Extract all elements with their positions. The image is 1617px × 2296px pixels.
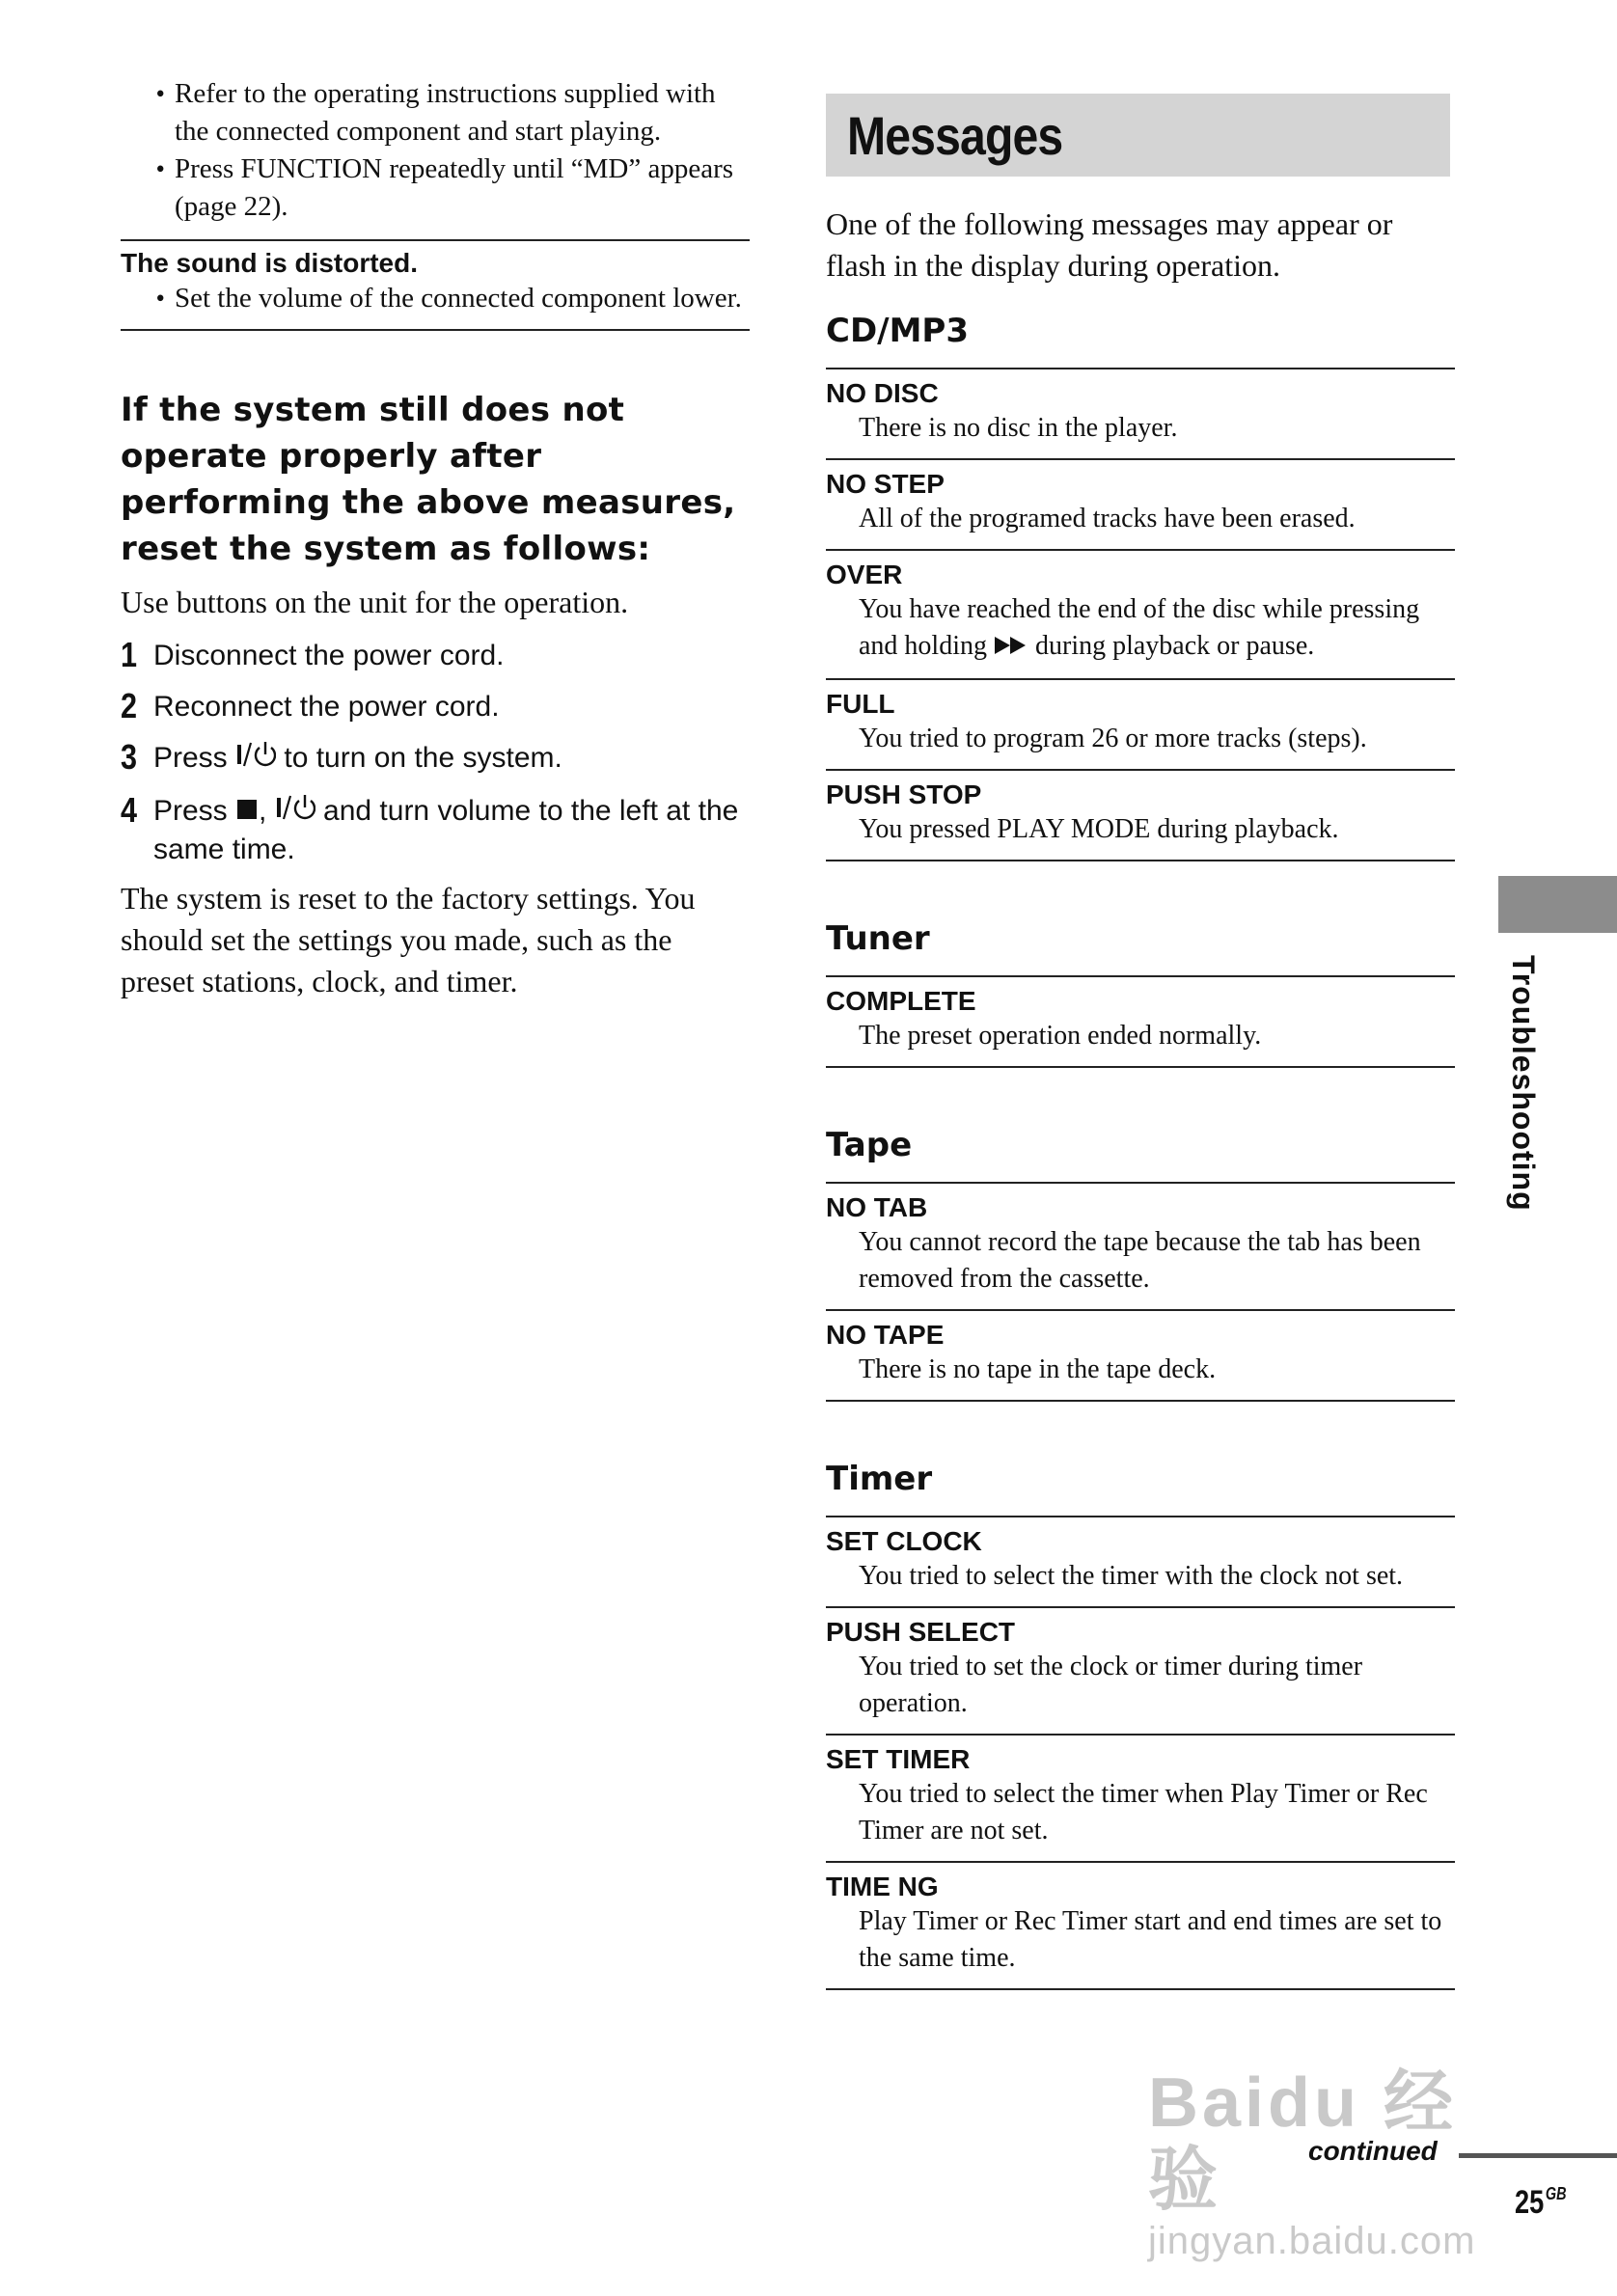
step-text-pre: Press <box>153 742 236 774</box>
step-number: 3 <box>121 737 138 777</box>
message-desc: There is no disc in the player. <box>859 413 1178 443</box>
step-text-post: and turn volume to the left at the same time. <box>153 795 739 866</box>
section-title: Tape <box>826 1125 913 1164</box>
message-desc: All of the programed tracks have been erased. <box>859 504 1356 533</box>
message-entry <box>826 678 1455 769</box>
step-number: 2 <box>121 686 138 725</box>
message-desc: The preset operation ended normally. <box>859 1020 1262 1051</box>
bullet-text: Press FUNCTION repeatedly until “MD” appears (page 22). <box>175 153 734 222</box>
bullet-item <box>121 150 750 226</box>
message-entry <box>826 975 1455 1068</box>
message-desc: You tried to select the timer when Play Timer or Rec Timer are not set. <box>859 1778 1428 1845</box>
step-number: 1 <box>121 635 138 674</box>
reset-intro: Use buttons on the unit for the operation. <box>121 585 629 619</box>
step-text-mid: , <box>259 795 275 828</box>
message-desc: There is no tape in the tape deck. <box>859 1353 1217 1384</box>
step-text-pre: Press <box>153 795 236 828</box>
section-tape <box>826 1126 1455 1402</box>
page-number <box>1515 2184 1566 2222</box>
section-title: Timer <box>826 1459 933 1498</box>
right-column <box>826 94 1455 1990</box>
messages-intro: One of the following messages may appear or flash in the display during operation. <box>826 206 1393 283</box>
message-entry <box>826 1182 1455 1309</box>
bullet-item <box>121 75 750 150</box>
continued-label: continued <box>1308 2136 1438 2166</box>
message-term: SET CLOCK <box>826 1525 982 1556</box>
section-title: Tuner <box>826 918 930 958</box>
message-desc: You tried to set the clock or timer during timer operation. <box>859 1651 1363 1718</box>
step-text: Disconnect the power cord. <box>153 640 505 671</box>
stop-icon <box>235 794 259 831</box>
step-number: 4 <box>121 790 138 831</box>
step-text-post: to turn on the system. <box>276 742 562 774</box>
section-timer <box>826 1460 1455 1990</box>
message-desc: You pressed PLAY MODE during playback. <box>859 813 1339 844</box>
fast-forward-icon <box>994 630 1028 667</box>
power-standby-icon <box>275 793 315 832</box>
message-desc <box>826 591 1455 667</box>
power-standby-icon <box>235 740 276 779</box>
bullet-dot: • <box>155 284 165 313</box>
left-column <box>121 75 750 1002</box>
divider <box>121 329 750 331</box>
message-term: NO DISC <box>826 378 939 408</box>
message-term: OVER <box>826 560 903 589</box>
message-entry <box>826 368 1455 458</box>
bullet-text: Refer to the operating instructions supplied with the connected component and start playing. <box>175 78 716 147</box>
message-entry <box>826 549 1455 678</box>
chapter-tab <box>1498 876 1617 933</box>
reset-heading: If the system still does not operate properly after performing the above measures, reset the system as follows: <box>121 391 736 568</box>
message-term: COMPLETE <box>826 985 976 1016</box>
step-item <box>121 635 750 674</box>
message-term: TIME NG <box>826 1871 939 1901</box>
reset-closing: The system is reset to the factory settings. You should set the settings you made, such as the preset stations, clock, and timer. <box>121 881 696 999</box>
message-term: NO TAPE <box>826 1319 945 1350</box>
message-term: NO STEP <box>826 469 945 499</box>
message-entry <box>826 769 1455 861</box>
bullet-dot: • <box>155 154 165 183</box>
step-text <box>153 740 750 779</box>
section-tuner <box>826 919 1455 1068</box>
watermark-url: jingyan.baidu.com <box>1148 2220 1476 2262</box>
chapter-label: Troubleshooting <box>1506 955 1541 1212</box>
section-title: CD/MP3 <box>826 312 970 350</box>
message-desc: Play Timer or Rec Timer start and end times are set to the same time. <box>859 1905 1442 1973</box>
message-desc-post: during playback or pause. <box>1028 631 1315 661</box>
step-item <box>121 737 750 779</box>
message-desc-pre: You have reached the end of the disc while pressing and holding <box>859 594 1420 661</box>
step-text <box>153 793 750 868</box>
message-term: PUSH STOP <box>826 779 982 809</box>
page-number-suffix: GB <box>1545 2184 1567 2203</box>
step-item <box>121 790 750 868</box>
message-term: PUSH SELECT <box>826 1616 1016 1647</box>
messages-title: Messages <box>847 104 1063 166</box>
message-entry <box>826 1734 1455 1861</box>
watermark-brand: Baidu 经验 <box>1148 2064 1458 2219</box>
issue-heading: The sound is distorted. <box>121 248 419 278</box>
message-entry <box>826 1861 1455 1990</box>
bullet-text: Set the volume of the connected component lower. <box>175 283 742 314</box>
continued-rule <box>1459 2153 1617 2158</box>
message-entry <box>826 1606 1455 1734</box>
message-entry <box>826 458 1455 549</box>
message-desc: You cannot record the tape because the tab has been removed from the cassette. <box>859 1226 1421 1294</box>
bullet-item <box>121 280 750 317</box>
divider <box>121 239 750 241</box>
message-term: NO TAB <box>826 1191 928 1222</box>
message-term: FULL <box>826 688 895 719</box>
page-number-value: 25 <box>1515 2184 1545 2221</box>
step-text: Reconnect the power cord. <box>153 691 500 723</box>
messages-banner <box>826 94 1450 177</box>
message-entry <box>826 1309 1455 1402</box>
message-term: SET TIMER <box>826 1743 971 1774</box>
bullet-dot: • <box>155 79 165 108</box>
message-desc: You tried to select the timer with the clock not set. <box>859 1560 1404 1591</box>
step-item <box>121 686 750 725</box>
message-desc: You tried to program 26 or more tracks (steps). <box>859 723 1367 753</box>
message-entry <box>826 1516 1455 1606</box>
section-cd-mp3 <box>826 312 1455 861</box>
